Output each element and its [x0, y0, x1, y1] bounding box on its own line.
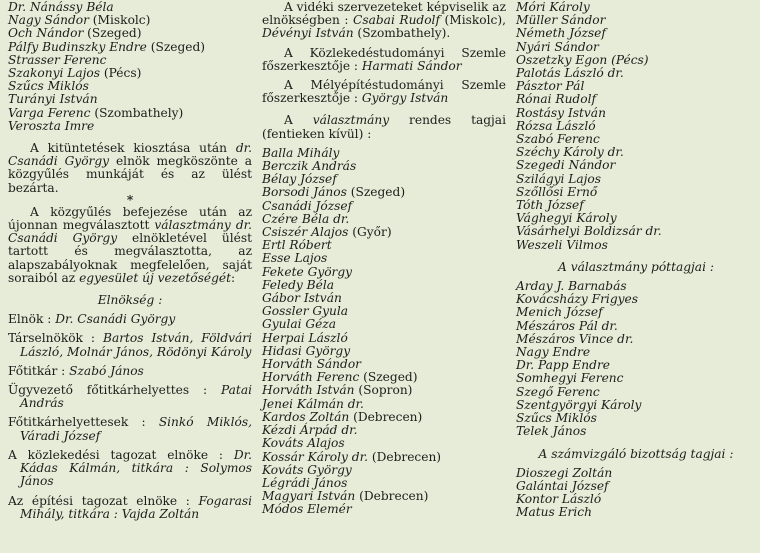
list-item: Nagy Endre — [516, 345, 591, 360]
list-item: Tóth József — [516, 198, 584, 213]
list-item: Szilágyi Lajos — [516, 171, 602, 186]
list-item: Szentgyörgyi Károly — [516, 397, 642, 412]
list-item: Somhegyi Ferenc — [516, 371, 624, 386]
list-item: Vásárhelyi Boldizsár dr. — [516, 224, 662, 239]
list-item: Kováts György — [262, 462, 352, 477]
list-item: Feledy Béla — [262, 277, 335, 292]
list-item: Légrádi János — [262, 475, 348, 490]
audit-committee-members — [516, 467, 756, 520]
list-item: Gábor István — [262, 291, 342, 306]
list-item: Vághegyi Károly — [516, 211, 617, 226]
list-item: Esse Lajos — [262, 251, 328, 266]
list-item: Gyulai Géza — [262, 317, 337, 332]
list-item: Szűcs Miklós — [516, 411, 597, 426]
role-entry: Főtitkár : Szabó János — [8, 363, 144, 378]
list-item: Csanádi József — [262, 198, 353, 213]
list-item: Galántai József — [516, 478, 609, 493]
list-item: Szőllősi Ernő — [516, 184, 598, 199]
list-item: Pálfy Budinszky Endre (Szeged) — [8, 39, 206, 54]
list-item: Horváth Sándor — [262, 357, 361, 372]
editor-melyepites: A Mélyépítéstudományi Szemle főszerkesztője : György István — [262, 78, 506, 106]
list-item: Gossler Gyula — [262, 304, 349, 319]
list-item: Szegő Ferenc — [516, 384, 600, 399]
list-item: Menich József — [516, 305, 603, 320]
list-item: Müller Sándor — [516, 13, 606, 28]
list-item: Rostásy István — [516, 105, 606, 120]
list-item: Herpai László — [262, 330, 348, 345]
list-item: Kováts Alajos — [262, 436, 345, 451]
committee-heading: A választmány rendes tagjai (fentieken kívül) : — [262, 113, 506, 141]
list-item: Mészáros Vince dr. — [516, 331, 634, 346]
list-item: Kontor László — [516, 492, 602, 507]
list-item: Nyári Sándor — [516, 39, 599, 54]
list-item: Czére Béla dr. — [262, 211, 350, 226]
list-item: Szűcs Miklós — [8, 79, 89, 94]
list-item: Dr. Nánássy Béla — [8, 0, 114, 14]
list-item: Bélay József — [262, 172, 337, 187]
list-item: Kardos Zoltán (Debrecen) — [262, 409, 423, 424]
list-item: Hidasi György — [262, 343, 351, 358]
column-3 — [516, 1, 756, 520]
list-item: Szabó Ferenc — [516, 132, 600, 147]
list-item: Módos Elemér — [262, 502, 352, 517]
list-item: Csiszér Alajos (Győr) — [262, 225, 392, 240]
section-heading-elnokseg: Elnökség : — [97, 293, 163, 308]
section-separator: * — [126, 192, 134, 207]
list-item: Palotás László dr. — [516, 66, 624, 81]
list-item: Berczik András — [262, 159, 357, 174]
list-item: Oszetzky Egon (Pécs) — [516, 52, 649, 67]
role-entry: A közlekedési tagozat elnöke : Dr. Kádas Kálmán, titkára : Solymos János — [8, 447, 252, 489]
list-item: Kovácsházy Frigyes — [516, 292, 638, 307]
list-item: Magyari István (Debrecen) — [262, 489, 429, 504]
list-item: Rózsa László — [516, 118, 596, 133]
list-item: Dr. Papp Endre — [516, 358, 610, 373]
list-item: Móri Károly — [516, 0, 590, 14]
list-item: Balla Mihály — [262, 145, 340, 160]
election-paragraph: A közgyűlés befejezése után az újonnan megválasztott választmány dr. Csanádi György elnökletével ülést tartott és megválasztotta, az alapszabályoknak megfelelően, saját soraiból az egyesület új vezetőségét: — [8, 204, 252, 285]
list-item: Arday J. Barnabás — [516, 279, 627, 294]
list-item: Kossár Károly dr. (Debrecen) — [262, 449, 442, 464]
list-item: Turányi István — [8, 92, 98, 107]
member-list-top — [8, 1, 252, 133]
list-item: Szakonyi Lajos (Pécs) — [8, 66, 142, 81]
committee-members-continued — [516, 1, 756, 252]
role-entry: Ügyvezető főtitkárhelyettes : Patai András — [8, 383, 252, 411]
list-item: Varga Ferenc (Szombathely) — [8, 105, 184, 120]
list-item: Jenei Kálmán dr. — [262, 396, 364, 411]
regional-representatives: A vidéki szervezeteket képviselik az elnökségben : Csabai Rudolf (Miskolc), Dévényi István (Szombathely). — [262, 0, 506, 41]
section-heading-audit: A számvizgáló bizottság tagjai : — [538, 446, 734, 461]
list-item: Ertl Róbert — [262, 238, 332, 253]
closing-paragraph: A kitüntetések kiosztása után dr. Csanádi György elnök megköszönte a közgyűlés munkáját és az ülést bezárta. — [8, 141, 252, 195]
list-item: Matus Erich — [516, 505, 592, 520]
list-item: Szegedi Nándor — [516, 158, 616, 173]
role-entry: Főtitkárhelyettesek : Sinkó Miklós, Váradi József — [8, 415, 252, 443]
column-2 — [262, 1, 506, 517]
role-entry: Az építési tagozat elnöke : Fogarasi Mihály, titkára : Vajda Zoltán — [8, 493, 252, 521]
role-entry: Elnök : Dr. Csanádi György — [8, 312, 176, 327]
list-item: Strasser Ferenc — [8, 52, 107, 67]
column-1 — [8, 1, 252, 521]
list-item: Weszeli Vilmos — [516, 237, 608, 252]
committee-members — [262, 147, 506, 517]
list-item: Horváth Ferenc (Szeged) — [262, 370, 418, 385]
list-item: Horváth István (Sopron) — [262, 383, 413, 398]
alternate-members — [516, 280, 756, 438]
list-item: Dioszegi Zoltán — [516, 465, 613, 480]
role-entry: Társelnökök : Bartos István, Földvári László, Molnár János, Rödönyi Károly — [8, 331, 252, 359]
list-item: Pásztor Pál — [516, 79, 585, 94]
list-item: Telek János — [516, 424, 587, 439]
list-item: Széchy Károly dr. — [516, 145, 624, 160]
list-item: Veroszta Imre — [8, 118, 95, 133]
list-item: Mészáros Pál dr. — [516, 318, 618, 333]
list-item: Németh József — [516, 26, 606, 41]
list-item: Borsodi János (Szeged) — [262, 185, 406, 200]
list-item: Nagy Sándor (Miskolc) — [8, 13, 151, 28]
list-item: Fekete György — [262, 264, 353, 279]
list-item: Kézdi Árpád dr. — [262, 423, 358, 438]
section-heading-alternates: A választmány póttagjai : — [558, 259, 714, 274]
list-item: Och Nándor (Szeged) — [8, 26, 142, 41]
editor-kozlekedes: A Közlekedéstudományi Szemle főszerkesztője : Harmati Sándor — [262, 45, 506, 73]
list-item: Rónai Rudolf — [516, 92, 596, 107]
